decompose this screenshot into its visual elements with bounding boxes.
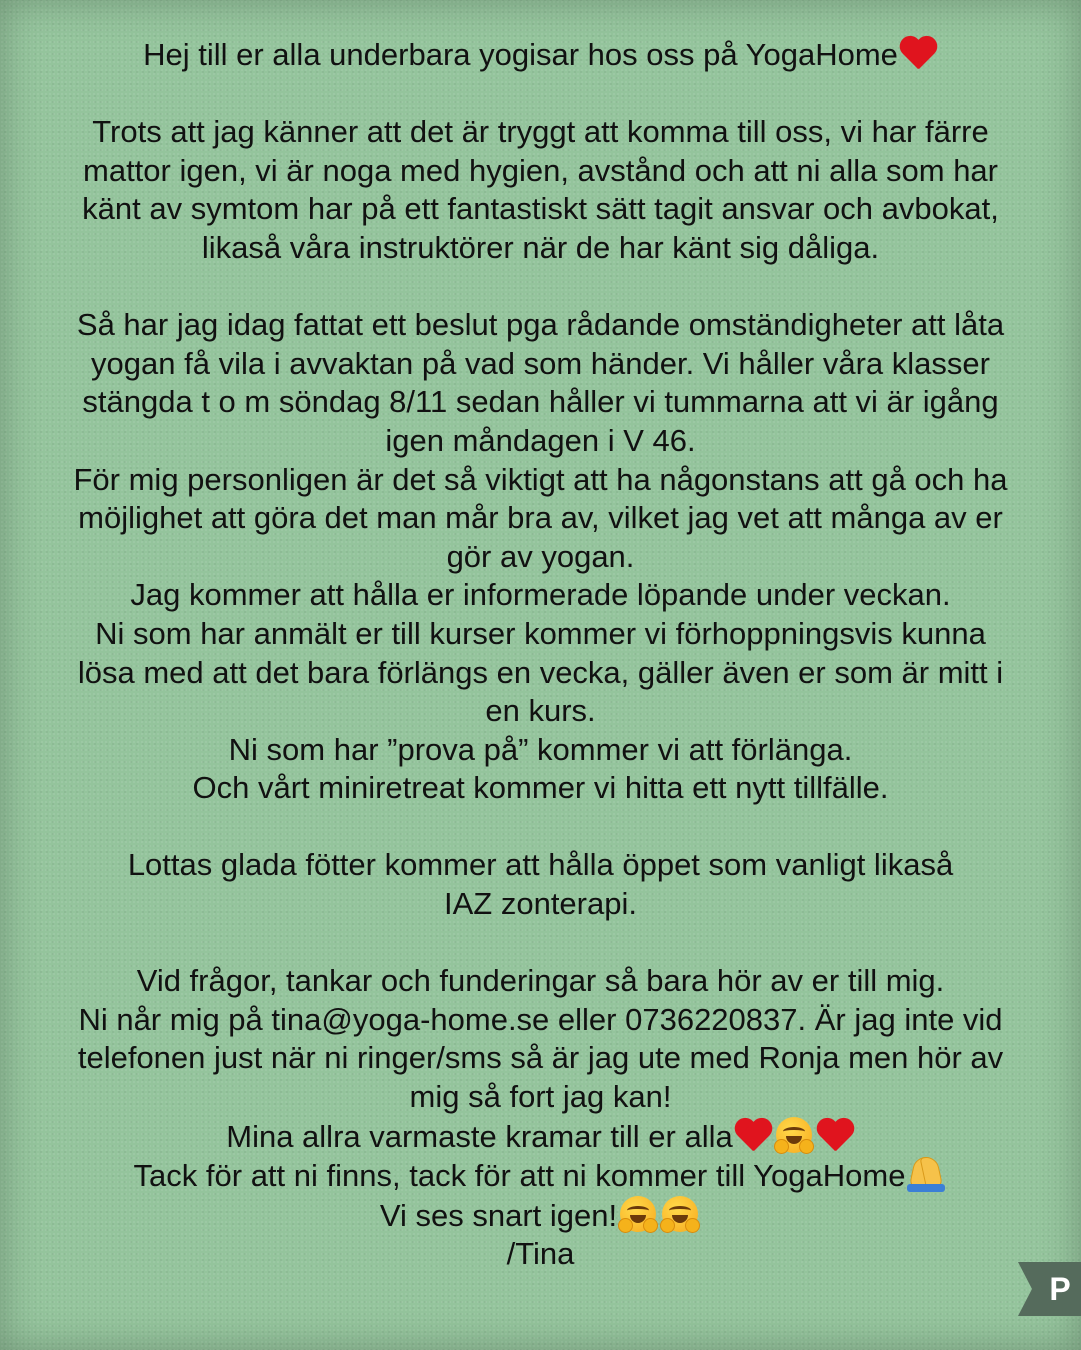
blank-line [30, 268, 1051, 307]
message-line: igen måndagen i V 46. [385, 422, 696, 458]
message-line: Ni som har anmält er till kurser kommer vi förhoppningsvis kunna [95, 615, 986, 651]
message-line: mig så fort jag kan! [409, 1079, 672, 1115]
message-line: mattor igen, vi är noga med hygien, avstånd och att ni alla som har [83, 152, 998, 188]
message-body [30, 35, 1051, 1274]
app-badge[interactable] [1018, 1262, 1081, 1316]
blank-line [30, 924, 1051, 963]
hugging-face-icon [659, 1196, 701, 1232]
message-line: Jag kommer att hålla er informerade löpande under veckan. [130, 577, 951, 613]
message-line: Vid frågor, tankar och funderingar så bara hör av er till mig. [136, 963, 945, 999]
message-line: Så har jag idag fattat ett beslut pga rådande omständigheter att låta [76, 307, 1005, 343]
message-line: stängda t o m söndag 8/11 sedan håller vi tummarna att vi är igång [82, 384, 999, 420]
message-line: likaså våra instruktörer när de har känt sig dåliga. [201, 229, 880, 265]
message-line: Trots att jag känner att det är tryggt att komma till oss, vi har färre [92, 114, 989, 150]
message-line: yogan få vila i avvaktan på vad som händer. Vi håller våra klasser [91, 345, 990, 381]
message-line: en kurs. [485, 693, 596, 729]
message-line-thanks: Tack för att ni finns, tack för att ni kommer till YogaHome [30, 1156, 1051, 1196]
message-line: IAZ zonterapi. [444, 886, 637, 922]
message-line-greeting: Hej till er alla underbara yogisar hos oss på YogaHome [30, 35, 1051, 75]
blank-line [30, 75, 1051, 114]
hugging-face-icon [773, 1117, 815, 1153]
red-heart-icon [815, 1117, 855, 1153]
message-line-contact: Ni når mig på tina@yoga-home.se eller 0736220837. Är jag inte vid [78, 1001, 1003, 1037]
message-line: Lottas glada fötter kommer att hålla öppet som vanligt likaså [127, 847, 954, 883]
message-line: För mig personligen är det så viktigt att ha någonstans att gå och ha [73, 461, 1008, 497]
hugging-face-icon [617, 1196, 659, 1232]
signature: /Tina [506, 1236, 575, 1272]
message-line-see-you: Vi ses snart igen! [30, 1196, 1051, 1236]
message-line: Och vårt miniretreat kommer vi hitta ett nytt tillfälle. [192, 770, 889, 806]
message-line: Ni som har ”prova på” kommer vi att förlänga. [228, 731, 853, 767]
blank-line [30, 808, 1051, 847]
message-line: möjlighet att göra det man mår bra av, vilket jag vet att många av er [78, 500, 1003, 536]
message-line: känt av symtom har på ett fantastiskt sätt tagit ansvar och avbokat, [82, 191, 999, 227]
message-line: telefonen just när ni ringer/sms så är jag ute med Ronja men hör av [77, 1040, 1004, 1076]
red-heart-icon [733, 1117, 773, 1153]
message-line: lösa med att det bara förlängs en vecka, gäller även er som är mitt i [77, 654, 1004, 690]
red-heart-icon [898, 35, 938, 71]
badge-ribbon-icon [1018, 1262, 1081, 1316]
badge-letter: P [1049, 1271, 1071, 1307]
folded-hands-icon [905, 1156, 947, 1192]
message-line-hugs: Mina allra varmaste kramar till er alla [30, 1117, 1051, 1157]
message-line: gör av yogan. [446, 538, 635, 574]
